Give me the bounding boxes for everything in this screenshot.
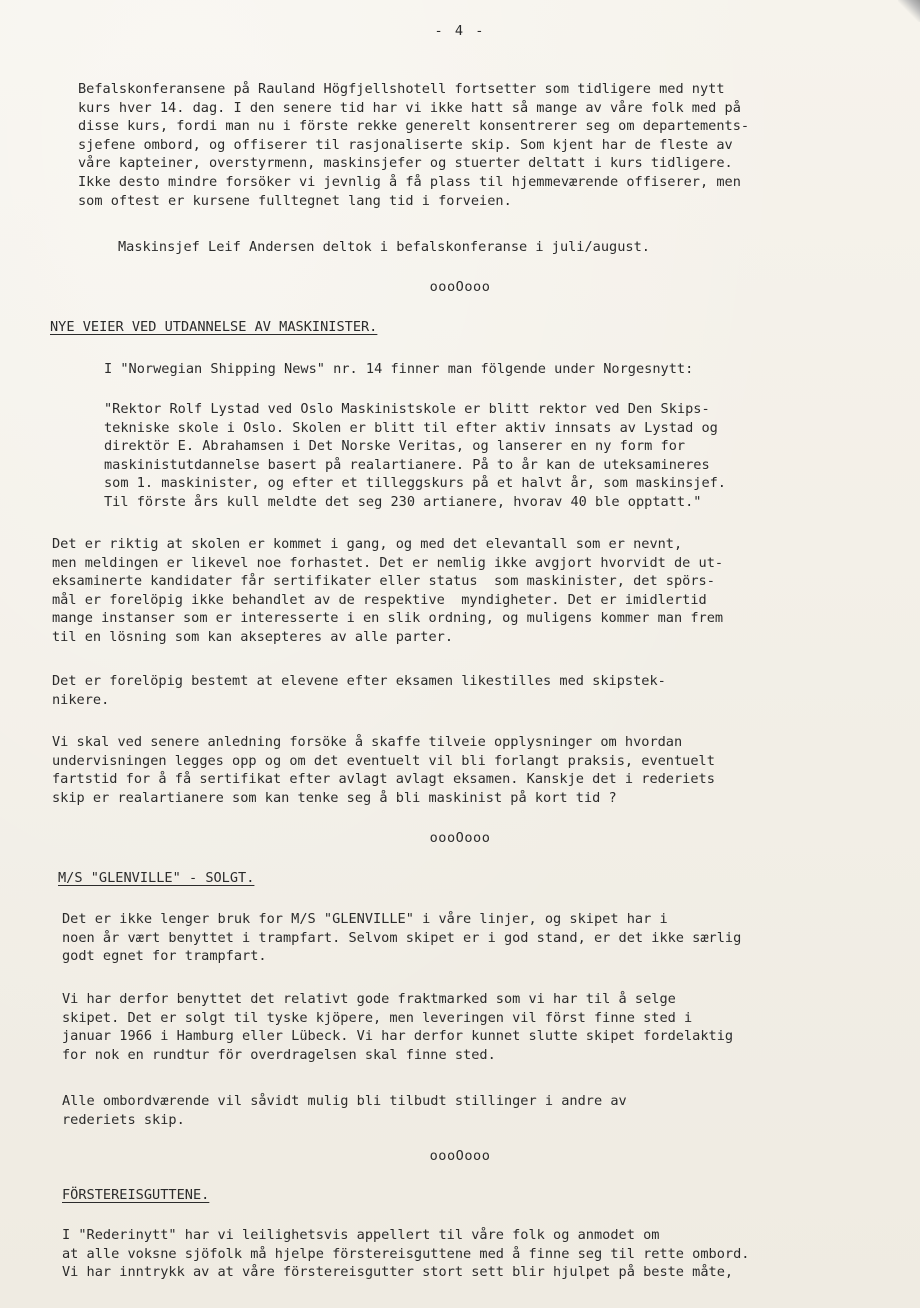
paragraph-glenville-trampfart: Det er ikke lenger bruk for M/S "GLENVILLE" i våre linjer, og skipet har i noen år vært benyttet i trampfart. Selvom skipet er i god stand, er det ikke særlig godt egnet for trampfart. xyxy=(62,911,742,965)
paragraph-ombordvaerende: Alle ombordværende vil såvidt mulig bli tilbudt stillinger i andre av rederiets skip. xyxy=(62,1093,627,1128)
paragraph-shipping-news: I "Norwegian Shipping News" nr. 14 finner man fölgende under Norgesnytt: xyxy=(104,361,694,377)
page-corner-shadow xyxy=(898,0,920,22)
paragraph-befalskonferanse: Befalskonferansene på Rauland Högfjellshotell fortsetter som tidligere med nytt kurs hver 14. dag. I den senere tid har vi ikke hatt så mange av våre folk med på disse kurs, fordi man nu i förste rekke generelt konsentrerer seg om departements- sjefene ombord, og offiserer til rasjonaliserte skip. Som kjent har de fleste av våre kapteiner, overstyrmenn, maskinsjefer og stuerter deltatt i kurs tidligere. Ikke desto mindre forsöker vi jevnlig å få plass til hjemmeværende offiserer, men som oftest er kursene fulltegnet lang tid i forveien. xyxy=(78,81,750,209)
paragraph-forelopig-bestemt: Det er forelöpig bestemt at elevene efter eksamen likestilles med skipstek- nikere. xyxy=(52,673,666,708)
section-separator: oooOooo xyxy=(429,279,491,295)
page-number: - 4 - xyxy=(434,23,486,39)
paragraph-senere-anledning: Vi skal ved senere anledning forsöke å skaffe tilveie opplysninger om hvordan undervisningen legges opp og om det eventuelt vil bli forlangt praksis, eventuelt fartstid for å få sertifikat efter avlagt avlagt eksamen. Kanskje det i rederiets skip er realartianere som kan tenke seg å bli maskinist på kort tid ? xyxy=(52,734,715,806)
section-separator: oooOooo xyxy=(429,1148,491,1164)
paragraph-maskinsjef: Maskinsjef Leif Andersen deltok i befalskonferanse i juli/august. xyxy=(118,239,650,255)
heading-maskinister: NYE VEIER VED UTDANNELSE AV MASKINISTER. xyxy=(50,319,378,335)
quote-rektor-lystad: "Rektor Rolf Lystad ved Oslo Maskinistskole er blitt rektor ved Den Skips- tekniske skole i Oslo. Skolen er blitt til efter aktiv innsats av Lystad og direktör E. Abrahamsen i Det Norske Veritas, og lanserer en ny form for maskinistutdannelse basert på realartianere. På to år kan de uteksamineres som 1. maskinister, og efter et tilleggskurs på et halvt år, som maskinsjef. Til förste års kull meldte det seg 230 artianere, hvorav 40 ble opptatt." xyxy=(104,401,726,510)
paragraph-glenville-solgt: Vi har derfor benyttet det relativt gode fraktmarked som vi har til å selge skipet. Det er solgt til tyske kjöpere, men leveringen vil först finne sted i januar 1966 i Hamburg eller Lübeck. Vi har derfor kunnet slutte skipet fordelaktig for nok en rundtur för overdragelsen skal finne sted. xyxy=(62,991,734,1063)
paragraph-skolen-kommet: Det er riktig at skolen er kommet i gang, og med det elevantall som er nevnt, men meldingen er likevel noe forhastet. Det er nemlig ikke avgjort hvorvidt de ut- eksaminerte kandidater får sertifikater eller status som maskinister, det spörs- mål er forelöpig ikke behandlet av de respektive myndigheter. Det er imidlertid mange instanser som er interesserte i en slik ordning, og muligens kommer man frem til en lösning som kan aksepteres av alle parter. xyxy=(52,536,724,645)
section-separator: oooOooo xyxy=(429,830,491,846)
paragraph-rederinytt: I "Rederinytt" har vi leilighetsvis appellert til våre folk og anmodet om at alle voksne sjöfolk må hjelpe förstereisguttene med å finne seg til rette ombord. Vi har inntrykk av at våre förstereisgutter stort sett blir hjulpet på beste måte, xyxy=(62,1227,750,1281)
heading-forstereisguttene: FÖRSTEREISGUTTENE. xyxy=(62,1187,210,1203)
heading-glenville: M/S "GLENVILLE" - SOLGT. xyxy=(58,870,255,886)
